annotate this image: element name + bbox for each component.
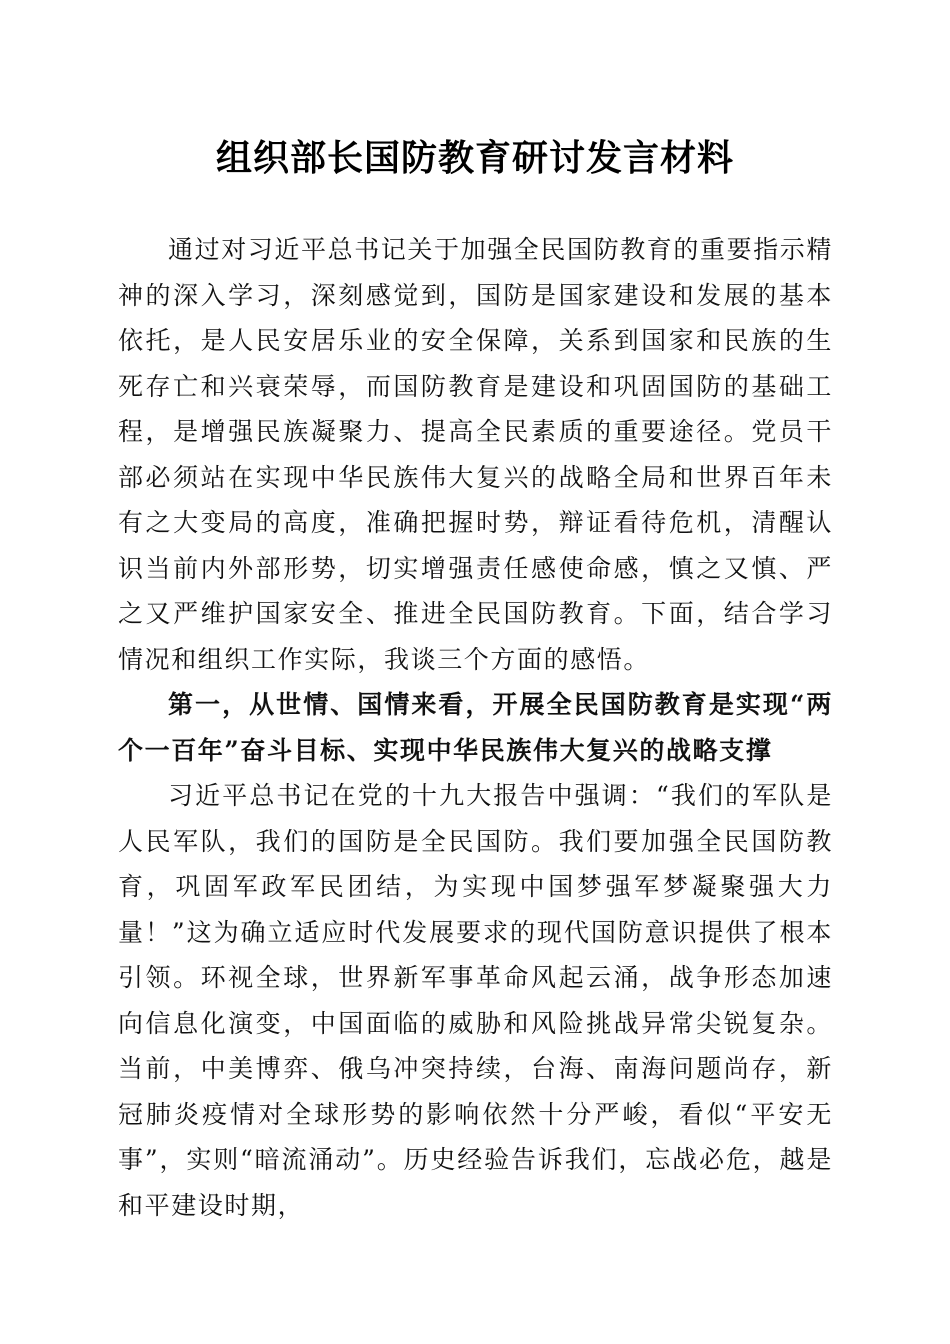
document-title: 组织部长国防教育研讨发言材料 xyxy=(215,137,734,179)
paragraph-intro: 通过对习近平总书记关于加强全民国防教育的重要指示精神的深入学习，深刻感觉到，国防是国家建设和发展的基本依托，是人民安居乐业的安全保障，关系到国家和民族的生死存亡和兴衰荣辱，而国防教育是建设和巩固国防的基础工程，是增强民族凝聚力、提高全民素质的重要途径。党员干部必须站在实现中华民族伟大复兴的战略全局和世界百年未有之大变局的高度，准确把握时势，辩证看待危机，清醒认识当前内外部形势，切实增强责任感使命感，慎之又慎、严之又严维护国家安全、推进全民国防教育。下面，结合学习情况和组织工作实际，我谈三个方面的感悟。 xyxy=(118,235,834,674)
section-heading-1: 第一，从世情、国情来看，开展全民国防教育是实现“两个一百年”奋斗目标、实现中华民族伟大复兴的战略支撑 xyxy=(118,690,833,765)
paragraph-section-1: 习近平总书记在党的十九大报告中强调：“我们的军队是人民军队，我们的国防是全民国防。我们要加强全民国防教育，巩固军政军民团结，为实现中国梦强军梦凝聚强大力量！”这为确立适应时代发展要求的现代国防意识提供了根本引领。环视全球，世界新军事革命风起云涌，战争形态加速向信息化演变，中国面临的威胁和风险挑战异常尖锐复杂。当前，中美博弈、俄乌冲突持续，台海、南海问题尚存，新冠肺炎疫情对全球形势的影响依然十分严峻，看似“平安无事”，实则“暗流涌动”。历史经验告诉我们，忘战必危，越是和平建设时期， xyxy=(118,781,833,1220)
document-body xyxy=(118,227,833,1228)
